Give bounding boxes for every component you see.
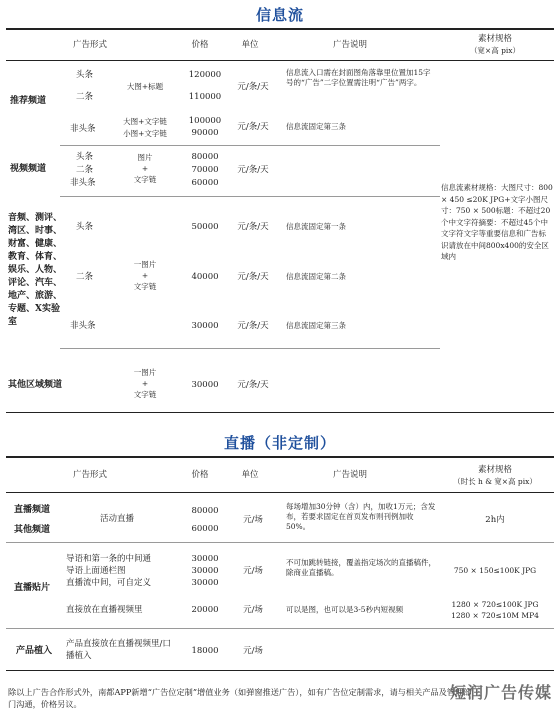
- format-label: 一图片: [133, 260, 157, 269]
- unit: 元/条/天: [237, 321, 269, 331]
- price: 70000: [191, 165, 219, 175]
- live-header-price: 价格: [191, 470, 209, 480]
- divider: [6, 670, 554, 671]
- ad-form: 产品直接放在直播视频里/口播植入: [66, 639, 171, 661]
- price: 90000: [191, 128, 219, 138]
- channel-other: 其他频道: [14, 525, 51, 535]
- divider: [6, 492, 554, 493]
- divider: [6, 628, 554, 629]
- format-label: 图片: [137, 153, 153, 162]
- price: 80000: [191, 506, 219, 516]
- format-label: +: [141, 379, 149, 388]
- unit: 元/条/天: [237, 380, 269, 390]
- ad-description: 每场增加30分钟（含）内，加收1万元；含发布，若要求固定在首页发布则刊例加收50%。: [286, 502, 436, 531]
- price: 20000: [191, 605, 219, 615]
- unit: 元/条/天: [237, 222, 269, 232]
- price: 110000: [188, 92, 222, 102]
- spec: 750 × 150≤100K JPG: [453, 566, 537, 575]
- divider: [6, 412, 554, 413]
- unit: 元/场: [243, 566, 263, 576]
- format-label: 文字链: [133, 390, 157, 399]
- live-section-title: 直播（非定制）: [223, 434, 336, 452]
- row-label: 头条: [76, 152, 94, 162]
- format-label: +: [141, 164, 149, 173]
- feed-spec-text: 信息流素材规格：大图尺寸：800 × 450 ≤20K JPG+文字小图尺寸：750 × 500标题：不超过20个中文字符摘要：不超过45个中文字符文字等重要信息和广告标识请放在中间800x400的安全区域内: [441, 183, 553, 261]
- price: 120000: [188, 70, 222, 80]
- format-label: 一图片: [133, 368, 157, 377]
- channel-product: 产品植入: [16, 646, 53, 656]
- live-header-spec: 素材规格: [477, 465, 512, 475]
- feed-section-title: 信息流: [255, 6, 304, 24]
- live-header-form: 广告形式: [72, 470, 107, 480]
- ad-description: 信息流固定第三条: [286, 122, 346, 131]
- ad-description: 信息流入口需在封面图角落靠里位置加15字号的“广告”二字位置需注明“广告”两字。: [286, 68, 431, 87]
- live-header-desc: 广告说明: [332, 470, 367, 480]
- spec: 1280 × 720≤10M MP4: [451, 611, 539, 620]
- row-label: 二条: [76, 272, 94, 282]
- ad-form: 直播流中间，可自定义: [66, 578, 152, 588]
- format-label: +: [141, 271, 149, 280]
- format-label: 大图+标题: [126, 82, 164, 91]
- feed-header-spec-sub: （宽×高 pix）: [469, 46, 521, 55]
- spec: 2h内: [485, 515, 505, 525]
- ad-form: 导语和第一条的中间通: [66, 554, 152, 564]
- unit: 元/条/天: [237, 82, 269, 92]
- feed-header-form: 广告形式: [72, 40, 107, 50]
- unit: 元/条/天: [237, 122, 269, 132]
- channel-other: 其他区域频道: [8, 380, 63, 390]
- price: 30000: [191, 321, 219, 331]
- price: 60000: [191, 178, 219, 188]
- channel-multi: 音频、测评、湾区、时事、财富、健康、教育、体育、娱乐、人物、评论、汽车、地产、旅游、专题、X实验室: [8, 213, 63, 327]
- divider: [6, 60, 554, 61]
- price: 50000: [191, 222, 219, 232]
- ad-description: 信息流固定第一条: [286, 222, 346, 231]
- ad-description: 不可加跳转链接，覆盖指定场次的直播稿件，除商业直播稿。: [286, 558, 436, 577]
- ad-description: 信息流固定第三条: [286, 321, 346, 330]
- ad-description: 信息流固定第二条: [286, 272, 346, 281]
- divider: [6, 28, 554, 30]
- price: 30000: [191, 554, 219, 564]
- channel-live: 直播频道: [14, 505, 51, 515]
- feed-header-spec: 素材规格: [477, 34, 512, 44]
- ad-description: 可以是图，也可以是3-5秒内短视频: [286, 605, 404, 614]
- price: 30000: [191, 566, 219, 576]
- unit: 元/场: [243, 646, 263, 656]
- price: 80000: [191, 152, 219, 162]
- format-label: 文字链: [133, 175, 157, 184]
- price: 30000: [191, 380, 219, 390]
- price: 100000: [188, 116, 222, 126]
- price: 18000: [191, 646, 219, 656]
- ad-form: 导语上面通栏图: [66, 566, 126, 576]
- divider: [60, 196, 440, 197]
- format-label: 大图+文字链: [123, 117, 167, 126]
- live-header-unit: 单位: [241, 470, 259, 480]
- row-label: 二条: [76, 165, 94, 175]
- channel-video: 视频频道: [10, 164, 47, 174]
- ad-form: 活动直播: [100, 514, 135, 524]
- feed-header-desc: 广告说明: [332, 40, 367, 50]
- price: 60000: [191, 524, 219, 534]
- feed-header-price: 价格: [191, 40, 209, 50]
- row-label: 二条: [76, 92, 94, 102]
- feed-header-unit: 单位: [241, 40, 259, 50]
- unit: 元/场: [243, 515, 263, 525]
- unit: 元/条/天: [237, 165, 269, 175]
- channel-recommend: 推荐频道: [10, 96, 47, 106]
- format-label: 文字链: [133, 282, 157, 291]
- footnote: 除以上广告合作形式外，南都APP新增“广告位定制”增值业务（如弹窗推送广告），如有广告位定制需求，请与相关产品及管理部门沟通，价格另议。: [8, 687, 472, 709]
- row-label: 非头条: [70, 321, 96, 331]
- ad-form: 直接放在直播视频里: [66, 605, 143, 615]
- price: 30000: [191, 578, 219, 588]
- row-label: 头条: [76, 70, 94, 80]
- divider: [6, 542, 554, 543]
- channel-sticker: 直播贴片: [14, 583, 51, 593]
- row-label: 非头条: [70, 178, 96, 188]
- format-label: 小图+文字链: [123, 129, 167, 138]
- spec: 1280 × 720≤100K JPG: [451, 600, 539, 609]
- row-label: 头条: [76, 222, 94, 232]
- divider: [6, 456, 554, 458]
- live-header-spec-sub: （时长 h & 宽×高 pix）: [453, 477, 537, 486]
- unit: 元/条/天: [237, 272, 269, 282]
- divider: [60, 348, 440, 349]
- row-label: 非头条: [70, 124, 96, 134]
- watermark: 短润广告传媒: [450, 683, 553, 702]
- divider: [60, 145, 440, 146]
- price: 40000: [191, 272, 219, 282]
- unit: 元/场: [243, 605, 263, 615]
